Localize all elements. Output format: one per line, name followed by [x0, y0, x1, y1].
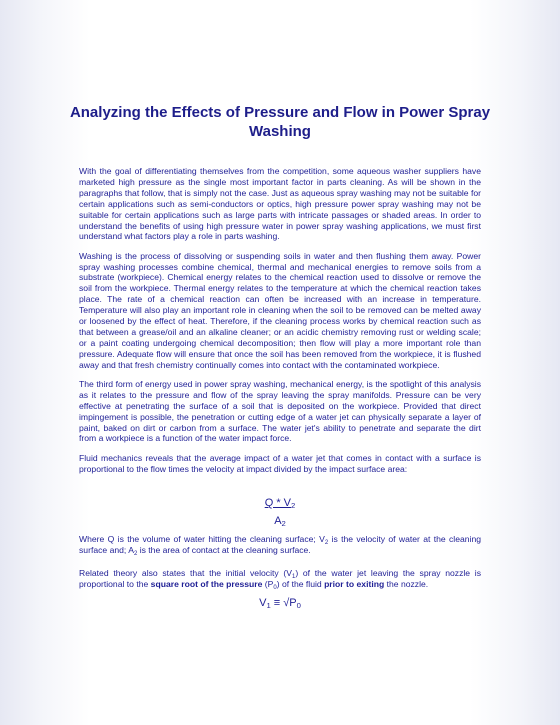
where-text-a: Where Q is the volume of water hitting the cleaning surface; V — [79, 534, 325, 544]
related-bold-2: prior to exiting — [324, 578, 385, 589]
where-text-c: is the area of contact at the cleaning surface. — [137, 544, 311, 555]
eq2-lhs-sub: 1 — [266, 601, 271, 610]
denominator-text: A — [274, 515, 282, 527]
related-bold-1: square root of the pressure — [150, 578, 263, 589]
denominator-subscript: 2 — [281, 519, 286, 528]
paragraph-where — [79, 534, 481, 556]
equation-numerator — [0, 497, 560, 509]
equation-denominator — [0, 515, 560, 527]
related-text-e: the nozzle. — [384, 578, 429, 589]
related-text-c: (P — [262, 578, 274, 589]
related-text-a: Related theory also states that the initial velocity (V — [79, 568, 292, 578]
paragraph-intro: With the goal of differentiating themselves from the competition, some aqueous washer suppliers have marketed high pressure as the single most important factor in parts cleaning. As will be shown in the paragraphs that follow, that is simply not the case. Just as aqueous spray washing may not be suitable for certain applications such as semi-conductors or optics, high pressure power spray washing may not be suitable for certain applications such as large parts with intricate passages or shaded areas. In order to understand the benefits of using high pressure water in power spray washing applications, we must first understand what factors play a role in parts washing. — [79, 166, 481, 242]
where-sub-b: 2 — [133, 550, 138, 557]
related-text-b: ) of the water jet leaving the spray nozzle is proportional to the — [79, 568, 481, 589]
paragraph-related-theory — [79, 568, 481, 590]
eq2-op: ≡ √P — [270, 597, 297, 609]
numerator-text: Q * V — [264, 497, 291, 509]
equation-velocity-pressure — [0, 597, 560, 609]
document-title: Analyzing the Effects of Pressure and Flow in Power Spray Washing — [69, 104, 491, 140]
related-text-d: ) of the fluid — [276, 578, 325, 589]
paragraph-fluid-mechanics: Fluid mechanics reveals that the average impact of a water jet that comes in contact with a surface is proportional to the flow times the velocity at impact divided by the impact surface area: — [79, 452, 481, 474]
where-sub-a: 2 — [324, 540, 329, 546]
eq2-lhs: V — [259, 597, 267, 609]
related-sub-c: 0 — [273, 584, 277, 591]
related-sub-a: 1 — [291, 574, 296, 580]
eq2-rhs-sub: 0 — [296, 601, 301, 610]
where-text-b: is the velocity of water at the cleaning surface and; A — [79, 534, 481, 555]
paragraph-mechanical: The third form of energy used in power spray washing, mechanical energy, is the spotlight of this analysis as it relates to the pressure and flow of the spray leaving the spray manifolds. Pressure can be very effective at penetrating the surface of a soil that is deposited on the workpiece. Provided that direct impingement is possible, the penetration or cutting edge of a water jet can physically separate a layer of paint, baked on dirt or carbon from a surface. The water jet's ability to penetrate and separate the dirt from a workpiece is a function of the water impact force. — [79, 378, 481, 444]
body-text — [79, 166, 481, 483]
paragraph-washing: Washing is the process of dissolving or suspending soils in water and then flushing them away. Power spray washing processes combine chemical, thermal and mechanical energies to remove soils from a substrate (workpiece). Chemical energy relates to the chemical reaction used to dissolve or remove the soil from the workpiece. Thermal energy relates to the temperature at which the chemical reaction takes place. The rate of a chemical reaction can often be increased with an increase in temperature. Temperature will also play an important role in cleaning when the soil to be removed can be melted away or loosened by the effect of heat. Therefore, if the cleaning process works by chemical reaction such as that between a grease/oil and an alkaline cleaner; or an acidic chemistry removing rust or welding scale; or a paint coating undergoing chemical decomposition; then flow will play a more important role than pressure. Adequate flow will ensure that once the soil has been removed from the workpiece, it is flushed away and that fresh chemistry continually comes into contact with the contaminated workpiece. — [79, 250, 481, 370]
numerator-subscript: 2 — [291, 501, 296, 510]
